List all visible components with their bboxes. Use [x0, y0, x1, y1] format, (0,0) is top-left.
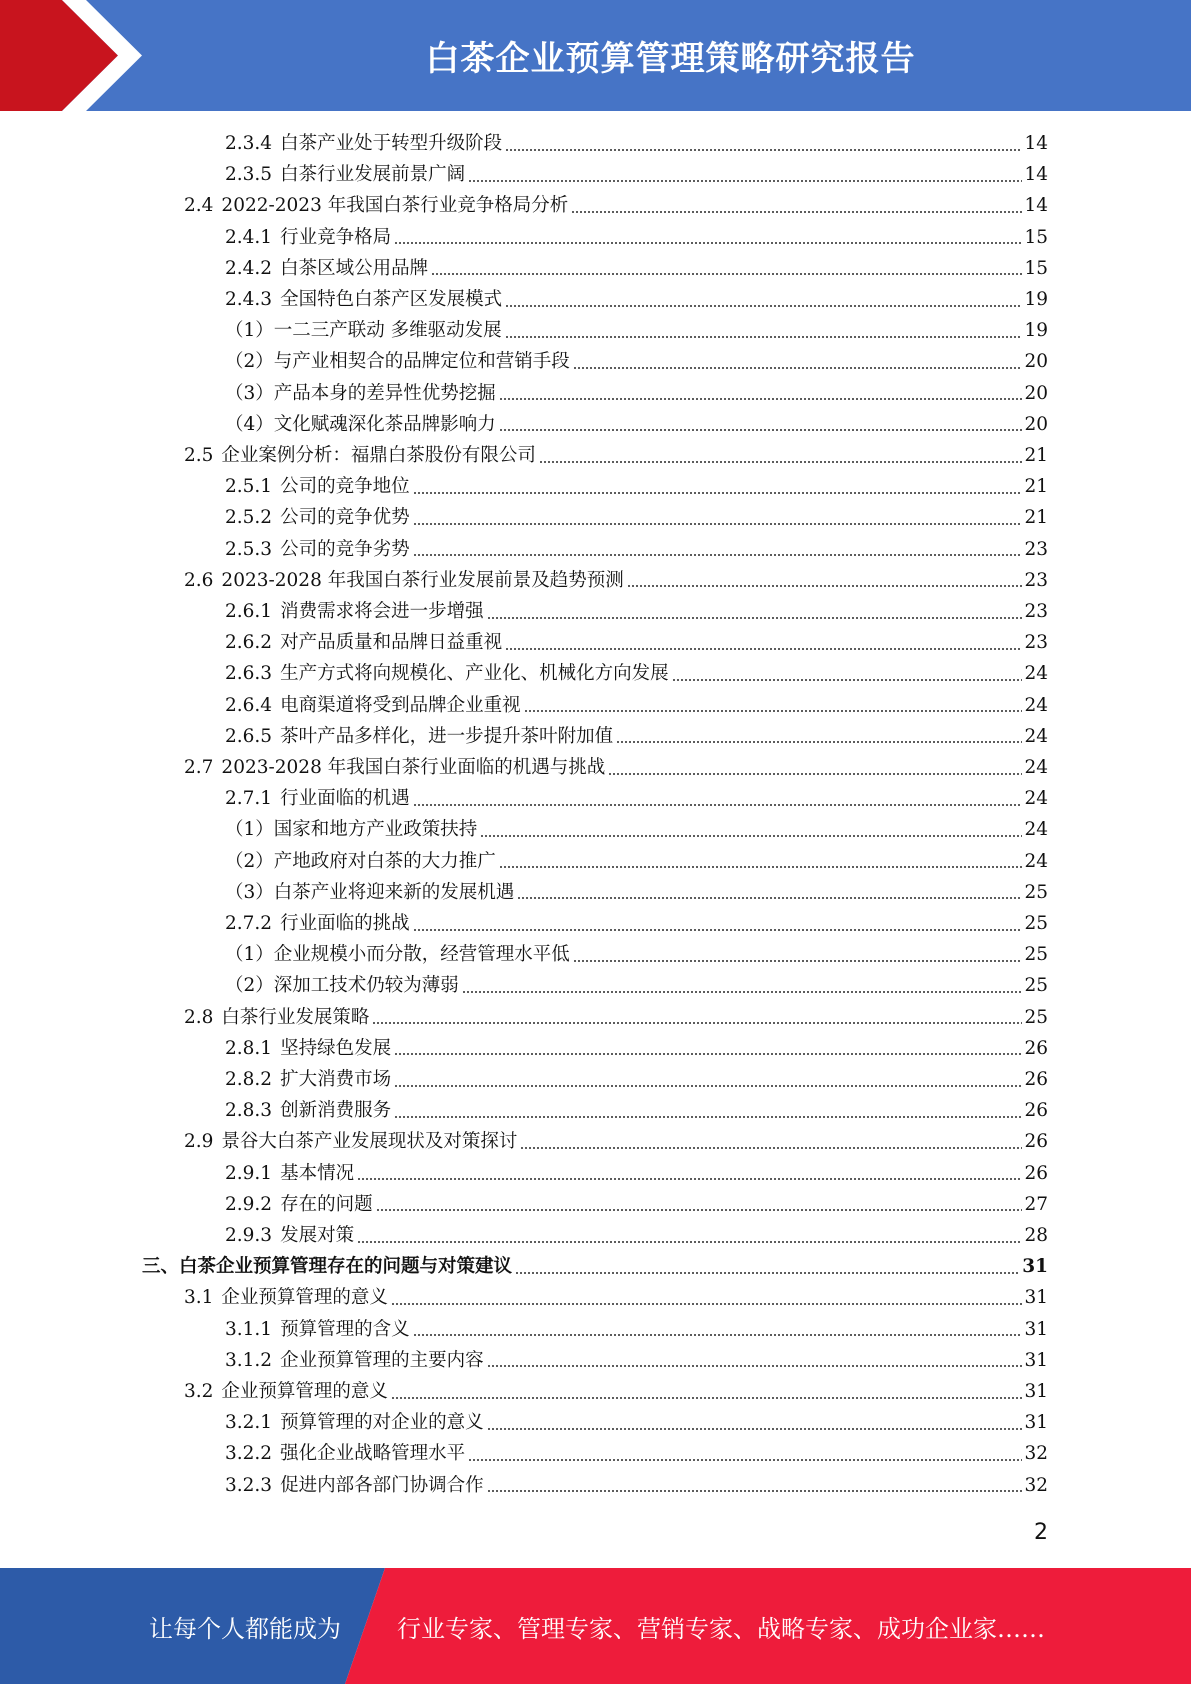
dot-leader: [394, 1116, 1022, 1118]
toc-entry-page: 23: [1024, 538, 1048, 560]
toc-entry-page: 32: [1024, 1443, 1048, 1465]
toc-entry-number: 2.5: [184, 445, 214, 466]
toc-entry-title: 行业面临的机遇: [280, 788, 410, 810]
toc-entry-number: 2.3.4: [225, 133, 273, 154]
toc-entry-title: 白茶企业预算管理存在的问题与对策建议: [179, 1256, 513, 1278]
toc-entry-title: 国家和地方产业政策扶持: [273, 819, 478, 841]
toc-entry-page: 31: [1024, 1287, 1048, 1309]
dot-leader: [376, 1209, 1023, 1211]
toc-entry-title: 企业预算管理的意义: [221, 1287, 388, 1309]
dot-leader: [627, 585, 1023, 587]
toc-entry[interactable]: [225, 721, 1048, 752]
toc-entry-page: 21: [1024, 445, 1048, 466]
arrow-chevron-icon: [0, 0, 160, 111]
dot-leader: [505, 336, 1023, 338]
dot-leader: [499, 429, 1023, 431]
toc-entry-title: 深加工技术仍较为薄弱: [273, 975, 459, 997]
dot-leader: [431, 273, 1022, 275]
toc-entry-number: 2.6: [184, 569, 214, 591]
dot-leader: [505, 305, 1022, 307]
toc-entry-title: 企业预算管理的主要内容: [280, 1349, 484, 1371]
dot-leader: [391, 1303, 1023, 1305]
toc-entry-number: 3.1.1: [225, 1318, 273, 1340]
toc-entry[interactable]: [184, 190, 1048, 221]
toc-entry-number: （1）: [225, 944, 274, 966]
toc-entry-page: 23: [1024, 569, 1048, 591]
toc-entry-page: 20: [1024, 351, 1048, 373]
dot-leader: [672, 679, 1023, 681]
dot-leader: [499, 866, 1023, 868]
report-title: 白茶企业预算管理策略研究报告: [425, 39, 916, 79]
dot-leader: [616, 741, 1022, 743]
toc-entry[interactable]: [225, 1438, 1048, 1469]
toc-entry[interactable]: [225, 658, 1048, 689]
toc-entry-page: 14: [1024, 164, 1048, 186]
dot-leader: [573, 367, 1023, 369]
toc-entry-page: 31: [1024, 1349, 1048, 1371]
toc-entry[interactable]: [225, 1033, 1048, 1064]
dot-leader: [480, 835, 1022, 837]
toc-entry-page: 26: [1024, 1069, 1048, 1090]
toc-entry-page: 31: [1024, 1318, 1048, 1340]
toc-entry-number: 2.6.3: [225, 663, 273, 685]
toc-entry-title: 坚持绿色发展: [280, 1037, 392, 1059]
toc-entry-page: 28: [1024, 1225, 1048, 1246]
toc-entry-number: （1）: [225, 320, 274, 342]
toc-entry-title: 发展对策: [280, 1225, 355, 1246]
toc-entry-number: 2.9.1: [225, 1162, 273, 1184]
toc-entry[interactable]: [225, 534, 1048, 565]
toc-entry-page: 14: [1024, 195, 1048, 217]
toc-entry-title: 存在的问题: [280, 1193, 373, 1215]
toc-entry-number: 3.1: [184, 1287, 214, 1309]
dot-leader: [539, 461, 1023, 463]
toc-entry-title: 2022-2023 年我国白茶行业竞争格局分析: [221, 195, 569, 217]
toc-entry-title: 电商渠道将受到品牌企业重视: [280, 694, 521, 716]
toc-entry[interactable]: [184, 1376, 1048, 1407]
toc-entry[interactable]: [225, 627, 1048, 658]
toc-entry-title: 全国特色白茶产区发展模式: [280, 289, 503, 310]
toc-entry-page: 20: [1024, 413, 1048, 435]
footer-slogan-left: 让每个人都能成为: [149, 1614, 341, 1643]
toc-entry[interactable]: [225, 378, 1048, 409]
toc-entry[interactable]: [225, 690, 1048, 721]
toc-entry-page: 25: [1024, 944, 1048, 966]
dot-leader: [515, 1272, 1020, 1274]
toc-entry[interactable]: [184, 440, 1048, 471]
toc-entry-number: （2）: [225, 850, 274, 872]
toc-entry-page: 24: [1024, 694, 1048, 716]
toc-entry-title: 企业规模小而分散，经营管理水平低: [273, 944, 570, 966]
toc-entry-page: 25: [1024, 881, 1048, 903]
toc-entry-page: 25: [1024, 1006, 1048, 1028]
dot-leader: [573, 960, 1023, 962]
toc-entry-title: 扩大消费市场: [280, 1069, 392, 1090]
toc-entry-number: 2.6.1: [225, 601, 273, 622]
toc-entry-page: 31: [1022, 1256, 1048, 1278]
toc-entry-title: 强化企业战略管理水平: [280, 1443, 466, 1465]
toc-entry[interactable]: [225, 596, 1048, 627]
toc-entry-number: （3）: [225, 382, 274, 404]
toc-entry[interactable]: [225, 1407, 1048, 1438]
toc-entry-number: 2.5.1: [225, 476, 273, 498]
dot-leader: [468, 180, 1022, 182]
toc-entry[interactable]: [225, 253, 1048, 284]
toc-entry-number: 2.6.2: [225, 632, 273, 654]
dot-leader: [468, 1459, 1022, 1461]
dot-leader: [462, 991, 1023, 993]
toc-entry-page: 24: [1024, 819, 1048, 841]
toc-entry-page: 32: [1024, 1474, 1048, 1496]
toc-entry-title: 对产品质量和品牌日益重视: [280, 632, 503, 654]
toc-entry-title: 白茶产业处于转型升级阶段: [280, 133, 503, 154]
footer-slogan-right: 行业专家、管理专家、营销专家、战略专家、成功企业家……: [397, 1614, 1045, 1643]
toc-entry-page: 24: [1024, 788, 1048, 810]
toc-entry-number: 2.8.3: [225, 1100, 273, 1122]
dot-leader: [608, 773, 1022, 775]
toc-entry-number: 2.7.2: [225, 913, 273, 934]
toc-entry-page: 25: [1024, 975, 1048, 997]
dot-leader: [487, 1428, 1023, 1430]
toc-entry-number: 3.2: [184, 1381, 214, 1402]
dot-leader: [499, 398, 1023, 400]
toc-entry-number: 2.7.1: [225, 788, 273, 810]
dot-leader: [357, 1241, 1022, 1243]
toc-entry-page: 21: [1024, 507, 1048, 529]
toc-entry[interactable]: [225, 1345, 1048, 1376]
toc-entry-number: （2）: [225, 351, 274, 373]
toc-entry[interactable]: [225, 222, 1048, 253]
dot-leader: [394, 1085, 1022, 1087]
toc-entry[interactable]: [225, 315, 1048, 346]
toc-entry-title: 企业案例分析：福鼎白茶股份有限公司: [221, 445, 536, 466]
dot-leader: [413, 554, 1023, 556]
dot-leader: [413, 492, 1023, 494]
toc-entry-number: （1）: [225, 819, 274, 841]
toc-entry[interactable]: [142, 1251, 1048, 1282]
toc-entry[interactable]: [225, 1220, 1048, 1251]
toc-entry[interactable]: [225, 814, 1048, 845]
toc-entry[interactable]: [225, 1189, 1048, 1220]
toc-entry-number: 2.4.2: [225, 257, 273, 279]
toc-entry[interactable]: [225, 970, 1048, 1001]
toc-entry-title: 公司的竞争优势: [280, 507, 410, 529]
toc-entry-number: 2.9: [184, 1131, 214, 1153]
toc-entry-title: 创新消费服务: [280, 1100, 392, 1122]
toc-entry-page: 26: [1024, 1100, 1048, 1122]
toc-entry-page: 25: [1024, 913, 1048, 934]
toc-entry-page: 21: [1024, 476, 1048, 498]
page-header: [0, 0, 1191, 111]
toc-entry-number: 2.3.5: [225, 164, 273, 186]
toc-entry-title: 产品本身的差异性优势挖掘: [273, 382, 496, 404]
toc-entry-title: 白茶区域公用品牌: [280, 257, 429, 279]
toc-entry[interactable]: [225, 284, 1048, 315]
toc-entry-title: 促进内部各部门协调合作: [280, 1474, 484, 1496]
toc-entry-page: 27: [1024, 1193, 1048, 1215]
dot-leader: [372, 1022, 1022, 1024]
toc-entry[interactable]: [225, 1158, 1048, 1189]
toc-entry[interactable]: [184, 1126, 1048, 1157]
toc-entry[interactable]: [184, 565, 1048, 596]
toc-entry-number: 2.8: [184, 1006, 214, 1028]
toc-entry-title: 行业面临的挑战: [280, 913, 410, 934]
toc-entry[interactable]: [225, 159, 1048, 190]
toc-entry-title: 企业预算管理的意义: [221, 1381, 388, 1402]
dot-leader: [487, 1490, 1023, 1492]
toc-entry-title: 生产方式将向规模化、产业化、机械化方向发展: [280, 663, 669, 685]
toc-entry-number: （4）: [225, 413, 274, 435]
toc-entry[interactable]: [184, 1002, 1048, 1033]
toc-entry[interactable]: [184, 1282, 1048, 1313]
toc-entry-page: 26: [1024, 1037, 1048, 1059]
toc-entry-number: 2.9.3: [225, 1225, 273, 1246]
dot-leader: [487, 1365, 1023, 1367]
dot-leader: [394, 1053, 1022, 1055]
toc-entry-title: 2023-2028 年我国白茶行业面临的机遇与挑战: [221, 757, 606, 778]
dot-leader: [391, 1397, 1023, 1399]
dot-leader: [413, 929, 1023, 931]
toc-entry-number: 2.7: [184, 757, 214, 778]
toc-entry[interactable]: [225, 346, 1048, 377]
toc-entry-page: 23: [1024, 601, 1048, 622]
toc-entry[interactable]: [225, 471, 1048, 502]
toc-entry-number: 2.8.1: [225, 1037, 273, 1059]
toc-entry-title: 预算管理的含义: [280, 1318, 410, 1340]
dot-leader: [413, 1334, 1023, 1336]
toc-entry-page: 24: [1024, 850, 1048, 872]
toc-entry-number: 2.4.3: [225, 289, 273, 310]
toc-entry-title: 白茶产业将迎来新的发展机遇: [273, 881, 515, 903]
dot-leader: [524, 710, 1023, 712]
toc-entry-number: 2.6.5: [225, 725, 273, 747]
page-footer: [0, 1568, 1191, 1684]
toc-entry-page: 26: [1024, 1131, 1048, 1153]
dot-leader: [517, 897, 1022, 899]
toc-entry-page: 19: [1024, 320, 1048, 342]
page-number: 2: [1034, 1520, 1048, 1545]
dot-leader: [487, 617, 1023, 619]
dot-leader: [357, 1178, 1022, 1180]
toc-entry-title: 消费需求将会进一步增强: [280, 601, 484, 622]
dot-leader: [520, 1147, 1022, 1149]
toc-entry[interactable]: [225, 1314, 1048, 1345]
toc-entry-title: 与产业相契合的品牌定位和营销手段: [273, 351, 570, 373]
toc-entry[interactable]: [225, 409, 1048, 440]
dot-leader: [505, 149, 1022, 151]
dot-leader: [571, 211, 1022, 213]
toc-entry-page: 14: [1024, 133, 1048, 154]
toc-entry-title: 一二三产联动 多维驱动发展: [273, 320, 502, 342]
toc-entry-title: 白茶行业发展策略: [221, 1006, 370, 1028]
toc-entry-number: 2.4.1: [225, 226, 273, 248]
toc-entry-number: 3.2.1: [225, 1412, 273, 1434]
toc-entry-number: 2.5.3: [225, 538, 273, 560]
toc-entry-page: 19: [1024, 289, 1048, 310]
toc-entry-title: 公司的竞争劣势: [280, 538, 410, 560]
toc-entry[interactable]: [225, 1064, 1048, 1095]
toc-entry-page: 24: [1024, 725, 1048, 747]
toc-entry-title: 公司的竞争地位: [280, 476, 410, 498]
toc-entry-number: （2）: [225, 975, 274, 997]
toc-entry[interactable]: [225, 502, 1048, 533]
toc-entry[interactable]: [184, 752, 1048, 783]
toc-entry-number: 3.1.2: [225, 1349, 273, 1371]
toc-entry-title: 文化赋魂深化茶品牌影响力: [273, 413, 496, 435]
toc-entry-title: 景谷大白茶产业发展现状及对策探讨: [221, 1131, 518, 1153]
toc-entry[interactable]: [225, 908, 1048, 939]
toc-entry-number: 2.9.2: [225, 1193, 273, 1215]
toc-entry-number: 3.2.2: [225, 1443, 273, 1465]
toc-entry-title: 2023-2028 年我国白茶行业发展前景及趋势预测: [221, 569, 624, 591]
toc-entry-number: （3）: [225, 881, 274, 903]
toc-entry-page: 24: [1024, 663, 1048, 685]
toc-entry[interactable]: [225, 783, 1048, 814]
toc-entry-title: 产地政府对白茶的大力推广: [273, 850, 496, 872]
toc-entry-title: 行业竞争格局: [280, 226, 392, 248]
toc-entry-page: 20: [1024, 382, 1048, 404]
toc-entry[interactable]: [225, 846, 1048, 877]
toc-entry-page: 31: [1024, 1412, 1048, 1434]
toc-entry-number: 2.6.4: [225, 694, 273, 716]
dot-leader: [413, 523, 1023, 525]
toc-entry-title: 预算管理的对企业的意义: [280, 1412, 484, 1434]
dot-leader: [413, 804, 1023, 806]
toc-entry-page: 26: [1024, 1162, 1048, 1184]
toc-entry-number: 2.4: [184, 195, 214, 217]
toc-entry[interactable]: [225, 877, 1048, 908]
toc-entry-title: 基本情况: [280, 1162, 355, 1184]
toc-entry[interactable]: [225, 939, 1048, 970]
toc-entry[interactable]: [225, 1095, 1048, 1126]
toc-entry-page: 24: [1024, 757, 1048, 778]
toc-entry-number: 三、: [142, 1256, 180, 1278]
toc-entry-page: 23: [1024, 632, 1048, 654]
dot-leader: [394, 242, 1022, 244]
dot-leader: [505, 648, 1022, 650]
toc-entry[interactable]: [225, 128, 1048, 159]
toc-entry-number: 3.2.3: [225, 1474, 273, 1496]
toc-entry-title: 茶叶产品多样化，进一步提升茶叶附加值: [280, 725, 614, 747]
toc-entry-page: 15: [1024, 226, 1048, 248]
toc-entry[interactable]: [225, 1470, 1048, 1501]
toc-entry-number: 2.5.2: [225, 507, 273, 529]
toc-entry-title: 白茶行业发展前景广阔: [280, 164, 466, 186]
toc-entry-number: 2.8.2: [225, 1069, 273, 1090]
toc-entry-page: 15: [1024, 257, 1048, 279]
toc-entry-page: 31: [1024, 1381, 1048, 1402]
